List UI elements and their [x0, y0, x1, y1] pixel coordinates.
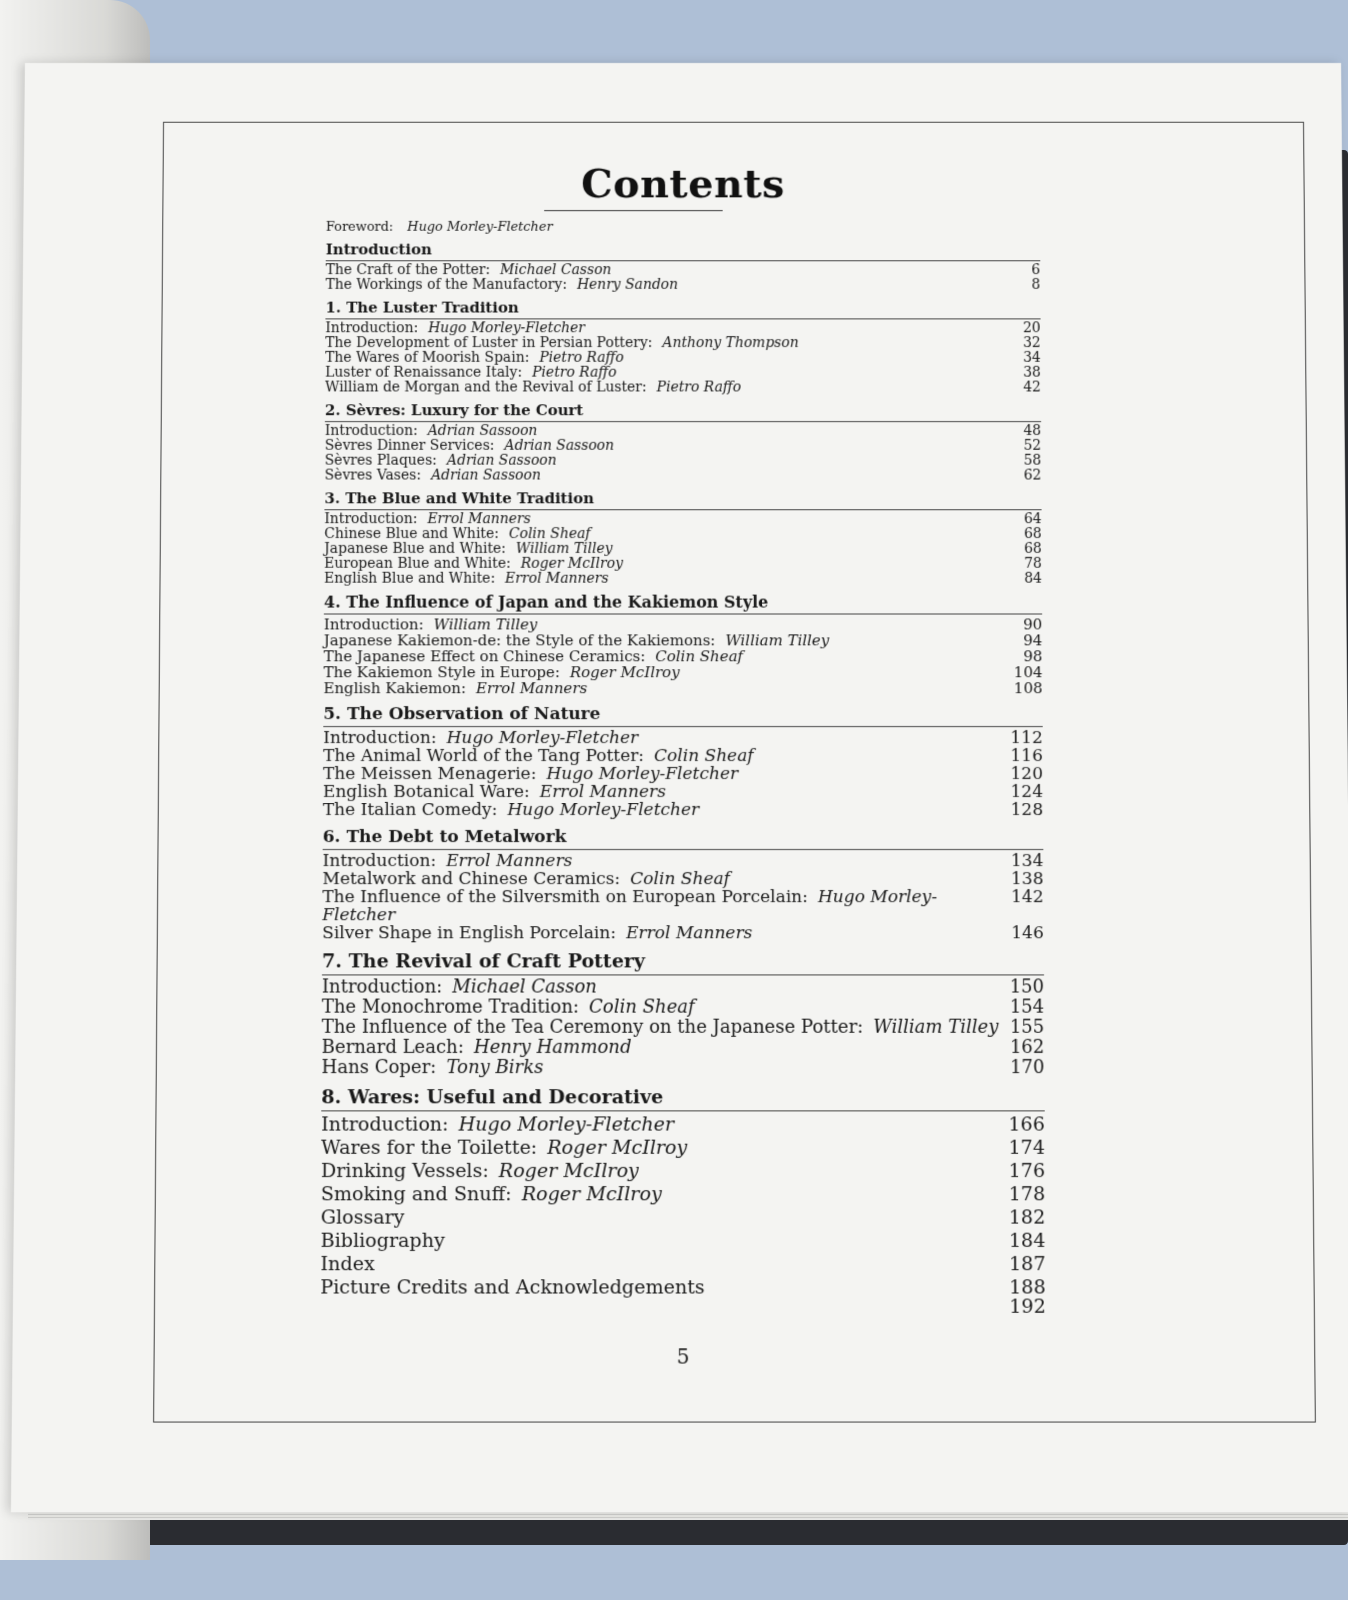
toc-section	[321, 950, 1044, 1078]
back-matter-title: Picture Credits and Acknowledgements	[320, 1276, 705, 1299]
entry-page-number: 128	[1010, 799, 1044, 820]
entry-author: Errol Manners	[505, 570, 609, 587]
entry-page-number: 6	[1031, 262, 1041, 279]
entry-text	[321, 1160, 639, 1183]
entry-text	[322, 977, 597, 997]
entry-text	[323, 729, 638, 747]
entry-author: Henry Sandon	[576, 277, 679, 293]
entry-text	[322, 870, 730, 888]
toc-entry[interactable]	[322, 998, 1044, 1018]
entry-title: English Blue and White:	[324, 570, 496, 587]
entry-text	[322, 998, 695, 1018]
entry-page-number: 84	[1024, 570, 1042, 587]
back-matter-entry[interactable]	[320, 1276, 1045, 1299]
toc-entry[interactable]	[324, 632, 1043, 648]
entry-author: Hugo Morley-Fletcher	[507, 799, 700, 820]
entry-text	[325, 321, 585, 336]
entry-author: Adrian Sassoon	[431, 467, 541, 484]
back-matter-page: 187	[1008, 1252, 1046, 1276]
folio-page-number: 5	[676, 1344, 690, 1369]
toc-entry[interactable]	[325, 454, 1042, 469]
entry-page-number: 134	[1010, 851, 1044, 872]
entry-title: Sèvres Dinner Services:	[324, 437, 495, 454]
entry-author: Michael Casson	[500, 262, 612, 279]
entry-text	[323, 783, 666, 801]
toc-section	[323, 593, 1042, 697]
section-heading: 1. The Luster Tradition	[325, 299, 1040, 320]
entry-title: The Craft of the Potter:	[325, 262, 491, 279]
toc-entry[interactable]	[323, 747, 1043, 765]
entry-title: Japanese Kakiemon-de: the Style of the Kakiemons:	[323, 631, 716, 650]
entry-title: The Monochrome Tradition:	[321, 996, 580, 1018]
toc-entry[interactable]	[325, 424, 1041, 439]
entry-author: William Tilley	[873, 1016, 999, 1038]
entry-title: Japanese Blue and White:	[324, 540, 506, 557]
entry-title: Introduction:	[322, 851, 437, 872]
entry-title: Metalwork and Chinese Ceramics:	[322, 869, 621, 890]
entry-author: Colin Sheaf	[630, 869, 730, 890]
entry-author: Errol Manners	[446, 851, 573, 872]
entry-author: Errol Manners	[476, 679, 588, 698]
entry-title: Hans Coper:	[321, 1056, 437, 1079]
entry-page-number: 98	[1023, 647, 1043, 666]
toc-sections	[321, 241, 1045, 1207]
entry-page-number: 154	[1009, 996, 1045, 1018]
entry-author: Pietro Raffo	[656, 379, 742, 396]
entry-title: Introduction:	[324, 511, 418, 528]
entry-title: The Italian Comedy:	[322, 799, 498, 820]
entry-page-number: 34	[1023, 349, 1041, 366]
entry-text	[324, 512, 531, 527]
entry-author: Roger McIlroy	[521, 1183, 662, 1206]
toc-entry[interactable]	[324, 527, 1042, 542]
entry-title: The Japanese Effect on Chinese Ceramics:	[323, 647, 646, 666]
entry-author: Errol Manners	[539, 781, 666, 802]
entry-page-number: 90	[1023, 615, 1043, 634]
entry-text	[325, 381, 741, 396]
back-matter-entry[interactable]	[320, 1253, 1045, 1276]
entry-page-number: 166	[1008, 1113, 1045, 1136]
entry-title: The Wares of Moorish Spain:	[325, 349, 530, 366]
entry-author: Tony Birks	[446, 1056, 544, 1079]
foreword-label: Foreword:	[325, 219, 394, 235]
table-of-contents	[320, 219, 1046, 1318]
entry-page-number: 138	[1010, 869, 1044, 890]
toc-entry[interactable]	[325, 336, 1041, 351]
section-heading: Introduction	[326, 241, 1041, 262]
section-heading: 2. Sèvres: Luxury for the Court	[325, 401, 1041, 422]
entry-text	[323, 747, 754, 765]
entry-author: Hugo Morley-Fletcher	[322, 887, 938, 926]
entry-text	[322, 888, 1003, 924]
entry-title: Sèvres Plaques:	[324, 452, 437, 469]
entry-page-number: 20	[1022, 320, 1041, 337]
entry-page-number: 112	[1010, 728, 1043, 749]
toc-entry[interactable]	[325, 469, 1042, 484]
entry-author: Hugo Morley-Fletcher	[458, 1113, 674, 1136]
entry-title: The Development of Luster in Persian Pottery:	[325, 335, 653, 351]
entry-title: Introduction:	[323, 615, 424, 634]
entry-text	[324, 648, 743, 664]
toc-entry[interactable]	[322, 888, 1044, 924]
entry-author: William Tilley	[725, 631, 830, 650]
entry-page-number: 52	[1023, 437, 1042, 454]
entry-text	[326, 263, 612, 278]
back-matter-page: 182	[1008, 1206, 1046, 1229]
toc-entry[interactable]	[324, 616, 1042, 632]
entry-title: Smoking and Snuff:	[320, 1183, 512, 1206]
toc-entry[interactable]	[324, 557, 1042, 572]
final-page-number: 192	[1009, 1295, 1046, 1318]
entry-title: Luster of Renaissance Italy:	[325, 364, 523, 381]
entry-text	[321, 1058, 543, 1078]
toc-section	[321, 1086, 1045, 1206]
section-heading: 5. The Observation of Nature	[323, 704, 1042, 727]
entry-page-number: 146	[1011, 923, 1044, 944]
entry-title: William de Morgan and the Revival of Luster:	[325, 379, 647, 396]
entry-title: Wares for the Toilette:	[321, 1136, 538, 1159]
entry-author: Adrian Sassoon	[427, 423, 538, 439]
entry-text	[324, 527, 590, 542]
entry-text	[322, 924, 752, 942]
toc-entry[interactable]	[323, 783, 1043, 801]
entry-title: English Kakiemon:	[323, 679, 467, 698]
toc-section	[324, 489, 1042, 586]
entry-title: Introduction:	[325, 320, 419, 337]
entry-author: Colin Sheaf	[654, 746, 754, 767]
back-matter-title: Bibliography	[320, 1229, 445, 1252]
entry-text	[325, 366, 616, 381]
entry-text	[325, 424, 538, 439]
entry-author: Colin Sheaf	[655, 647, 744, 666]
back-matter-title: Index	[320, 1252, 375, 1276]
toc-entry[interactable]	[325, 366, 1041, 381]
entry-page-number: 120	[1010, 764, 1044, 784]
entry-page-number: 150	[1009, 976, 1045, 998]
toc-entry[interactable]	[321, 1183, 1045, 1206]
entry-title: The Meissen Menagerie:	[322, 764, 537, 784]
entry-author: Hugo Morley-Fletcher	[546, 764, 739, 784]
entry-text	[322, 1038, 632, 1058]
section-heading: 3. The Blue and White Tradition	[324, 489, 1041, 510]
entry-title: Introduction:	[324, 423, 418, 439]
entry-author: Errol Manners	[626, 923, 753, 944]
toc-entry[interactable]	[322, 870, 1043, 888]
entry-text	[323, 801, 699, 819]
toc-entry[interactable]	[322, 977, 1044, 997]
entry-author: William Tilley	[433, 615, 538, 634]
entry-author: Colin Sheaf	[508, 526, 591, 542]
entry-author: Roger McIlroy	[547, 1136, 688, 1159]
entry-page-number: 155	[1009, 1016, 1045, 1038]
contents-page	[11, 63, 1348, 1512]
page-title: Contents	[581, 161, 785, 208]
back-matter	[320, 1206, 1045, 1299]
entry-title: Drinking Vessels:	[320, 1159, 489, 1183]
toc-entry[interactable]	[324, 664, 1043, 680]
entry-page-number: 94	[1023, 631, 1043, 650]
entry-page-number: 78	[1024, 555, 1042, 572]
entry-author: Pietro Raffo	[532, 364, 617, 381]
entry-title: The Influence of the Tea Ceremony on the Japanese Potter:	[321, 1016, 864, 1038]
final-page-row	[320, 1295, 1046, 1318]
entry-title: English Botanical Ware:	[322, 781, 530, 802]
entry-page-number: 62	[1023, 467, 1042, 484]
toc-entry[interactable]	[326, 263, 1041, 278]
entry-author: Hugo Morley-Fletcher	[428, 320, 585, 337]
toc-section	[322, 827, 1044, 942]
entry-title: Introduction:	[321, 1113, 449, 1136]
entry-title: Sèvres Vases:	[324, 467, 422, 484]
entry-author: Adrian Sassoon	[446, 452, 557, 469]
entry-title: Silver Shape in English Porcelain:	[322, 923, 617, 944]
toc-entry[interactable]	[324, 572, 1042, 587]
entry-text	[325, 469, 541, 484]
section-heading: 4. The Influence of Japan and the Kakiemon Style	[324, 593, 1042, 615]
toc-entry[interactable]	[323, 765, 1043, 783]
entry-page-number: 32	[1022, 335, 1041, 351]
title-underline	[544, 210, 723, 211]
entry-author: Roger McIlroy	[520, 555, 624, 572]
toc-entry[interactable]	[325, 351, 1041, 366]
entry-text	[324, 557, 623, 572]
entry-page-number: 162	[1009, 1036, 1045, 1058]
toc-section	[326, 241, 1041, 293]
entry-page-number: 64	[1023, 511, 1042, 528]
toc-entry[interactable]	[325, 381, 1041, 396]
toc-entry[interactable]	[326, 278, 1041, 293]
entry-title: Introduction:	[321, 976, 443, 998]
entry-text	[325, 351, 624, 366]
entry-page-number: 108	[1013, 679, 1043, 698]
entry-author: Roger McIlroy	[498, 1159, 639, 1183]
entry-page-number: 176	[1008, 1159, 1046, 1183]
toc-section	[325, 299, 1041, 396]
section-heading: 6. The Debt to Metalwork	[323, 827, 1044, 850]
entry-text	[323, 852, 573, 870]
toc-entry[interactable]	[323, 852, 1044, 870]
entry-text	[325, 454, 557, 469]
entry-title: Introduction:	[323, 728, 437, 749]
foreword-line	[326, 220, 1040, 235]
section-heading: 8. Wares: Useful and Decorative	[321, 1086, 1044, 1111]
toc-entry[interactable]	[323, 801, 1043, 819]
entry-author: Adrian Sassoon	[504, 437, 615, 454]
entry-author: Anthony Thompson	[662, 335, 799, 351]
entry-author: Roger McIlroy	[569, 663, 680, 682]
entry-author: Hugo Morley-Fletcher	[446, 728, 639, 749]
entry-author: Henry Hammond	[473, 1036, 632, 1058]
entry-page-number: 170	[1009, 1056, 1045, 1079]
back-matter-page: 188	[1009, 1276, 1046, 1299]
toc-entry[interactable]	[323, 680, 1042, 696]
entry-text	[323, 680, 587, 696]
toc-entry[interactable]	[325, 439, 1042, 454]
entry-author: Colin Sheaf	[589, 996, 695, 1018]
entry-page-number: 58	[1023, 452, 1042, 469]
entry-page-number: 178	[1008, 1183, 1046, 1206]
toc-entry[interactable]	[323, 729, 1043, 747]
entry-text	[321, 1137, 687, 1160]
entry-title: The Kakiemon Style in Europe:	[323, 663, 560, 682]
entry-title: Bernard Leach:	[321, 1036, 464, 1058]
entry-page-number: 38	[1023, 364, 1041, 381]
entry-page-number: 68	[1023, 540, 1042, 557]
entry-page-number: 42	[1023, 379, 1041, 396]
toc-entry[interactable]	[321, 1137, 1045, 1160]
entry-text	[325, 336, 799, 351]
toc-section	[325, 401, 1042, 483]
entry-page-number: 8	[1031, 277, 1041, 293]
section-heading: 7. The Revival of Craft Pottery	[322, 950, 1044, 975]
entry-page-number: 48	[1023, 423, 1042, 439]
toc-entry[interactable]	[324, 542, 1042, 557]
back-matter-title: Glossary	[320, 1206, 405, 1229]
entry-text	[324, 664, 680, 680]
entry-text	[322, 1018, 999, 1038]
entry-text	[321, 1183, 662, 1206]
foreword-author: Hugo Morley-Fletcher	[407, 219, 553, 235]
toc-entry[interactable]	[322, 924, 1044, 942]
entry-text	[326, 278, 679, 293]
entry-text	[323, 765, 738, 783]
entry-title: The Influence of the Silversmith on European Porcelain:	[322, 887, 808, 908]
entry-text	[324, 572, 609, 587]
entry-author: Errol Manners	[427, 511, 531, 528]
entry-author: William Tilley	[515, 540, 613, 557]
entry-page-number: 124	[1010, 781, 1044, 802]
back-matter-entry[interactable]	[321, 1230, 1046, 1253]
entry-title: Chinese Blue and White:	[324, 526, 499, 542]
back-matter-entry[interactable]	[321, 1206, 1046, 1229]
entry-text	[324, 542, 612, 557]
toc-entry[interactable]	[321, 1113, 1045, 1136]
entry-page-number: 142	[1011, 887, 1044, 908]
entry-text	[324, 632, 829, 648]
toc-section	[323, 704, 1043, 819]
entry-page-number: 116	[1010, 746, 1043, 767]
entry-page-number: 68	[1023, 526, 1042, 542]
entry-author: Michael Casson	[452, 976, 597, 998]
toc-entry[interactable]	[322, 1018, 1045, 1038]
toc-entry[interactable]	[321, 1058, 1044, 1078]
entry-text	[321, 1113, 674, 1136]
entry-page-number: 104	[1013, 663, 1043, 682]
entry-author: Pietro Raffo	[539, 349, 624, 366]
toc-entry[interactable]	[322, 1038, 1045, 1058]
toc-entry[interactable]	[324, 512, 1041, 527]
entry-text	[325, 439, 614, 454]
entry-title: European Blue and White:	[324, 555, 511, 572]
toc-entry[interactable]	[325, 321, 1040, 336]
toc-entry[interactable]	[324, 648, 1043, 664]
back-matter-page: 184	[1008, 1229, 1046, 1252]
entry-text	[324, 616, 538, 632]
entry-page-number: 174	[1008, 1136, 1045, 1159]
entry-title: The Animal World of the Tang Potter:	[323, 746, 645, 767]
toc-entry[interactable]	[321, 1160, 1045, 1183]
entry-title: The Workings of the Manufactory:	[325, 277, 567, 293]
